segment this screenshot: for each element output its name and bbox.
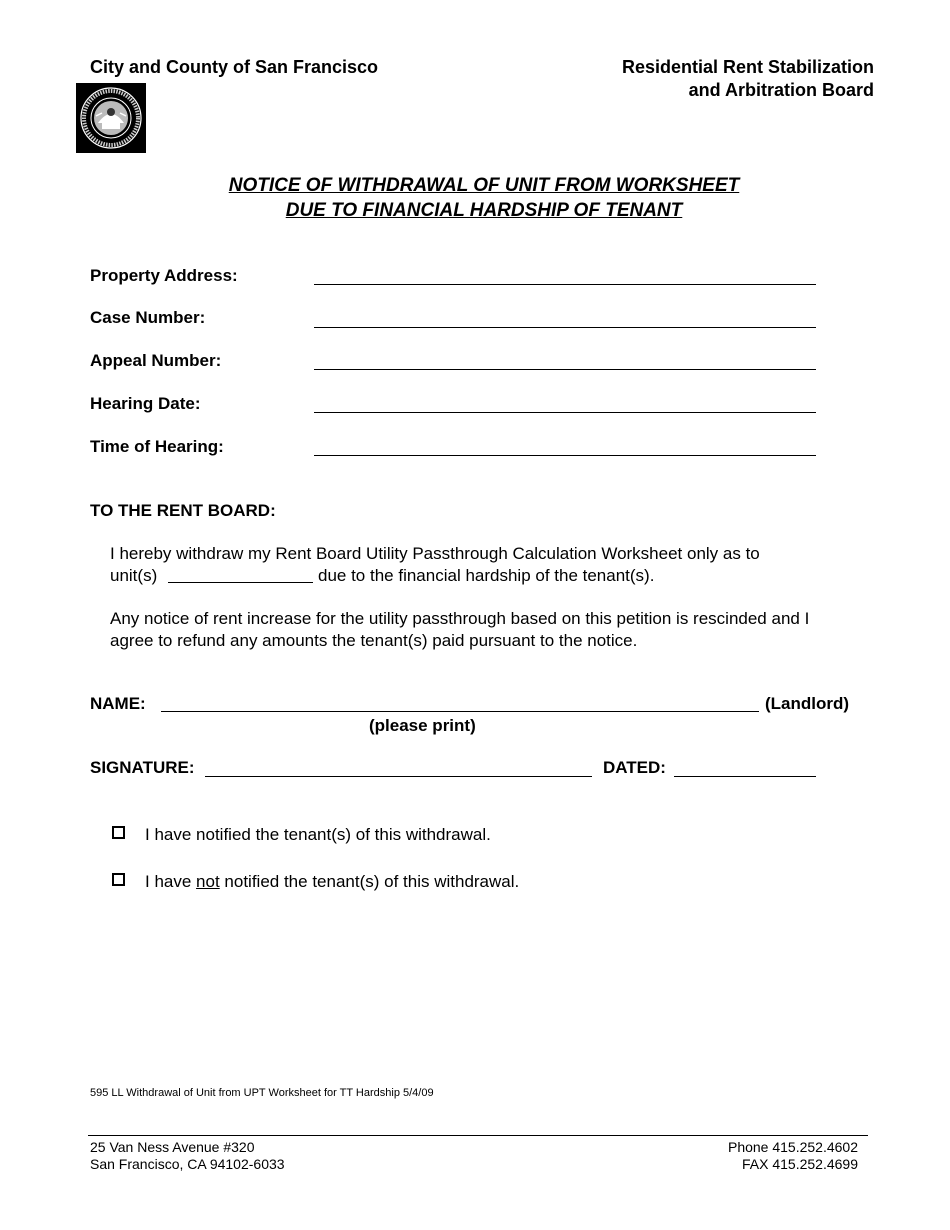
time-of-hearing-label: Time of Hearing: bbox=[90, 437, 224, 456]
time-of-hearing-field[interactable] bbox=[314, 455, 816, 456]
footer-address-line1: 25 Van Ness Avenue #320 bbox=[90, 1139, 255, 1155]
withdraw-statement-line1: I hereby withdraw my Rent Board Utility Passthrough Calculation Worksheet only as to bbox=[110, 544, 760, 563]
unit-suffix: due to the financial hardship of the tenant(s). bbox=[318, 566, 655, 585]
appeal-number-label: Appeal Number: bbox=[90, 351, 222, 370]
hearing-date-field[interactable] bbox=[314, 412, 816, 413]
signature-label: SIGNATURE: bbox=[90, 758, 195, 777]
notified-checkbox[interactable] bbox=[112, 826, 125, 839]
please-print-note: (please print) bbox=[369, 716, 476, 735]
document-title bbox=[0, 173, 950, 223]
title-line1: NOTICE OF WITHDRAWAL OF UNIT FROM WORKSHEET bbox=[228, 175, 740, 196]
not-notified-checkbox[interactable] bbox=[112, 873, 125, 886]
to-rent-board-heading: TO THE RENT BOARD: bbox=[90, 501, 276, 520]
name-label: NAME: bbox=[90, 694, 146, 713]
property-address-field[interactable] bbox=[314, 284, 816, 285]
not-notified-prefix: I have bbox=[145, 872, 192, 891]
agency-name: City and County of San Francisco bbox=[90, 57, 379, 77]
title-line2: DUE TO FINANCIAL HARDSHIP OF TENANT bbox=[285, 200, 683, 221]
unit-field[interactable] bbox=[168, 582, 313, 583]
not-notified-suffix: notified the tenant(s) of this withdrawal. bbox=[224, 872, 520, 891]
case-number-label: Case Number: bbox=[90, 308, 206, 327]
footer-divider bbox=[88, 1135, 868, 1136]
rescind-statement-line1: Any notice of rent increase for the utility passthrough based on this petition is rescinded and I bbox=[110, 609, 810, 628]
notified-label: I have notified the tenant(s) of this withdrawal. bbox=[145, 825, 491, 844]
landlord-label: (Landlord) bbox=[765, 694, 850, 713]
footer-address-line2: San Francisco, CA 94102-6033 bbox=[90, 1156, 285, 1172]
footer-fax: FAX 415.252.4699 bbox=[742, 1156, 858, 1172]
unit-prefix: unit(s) bbox=[110, 566, 158, 585]
property-address-label: Property Address: bbox=[90, 266, 238, 285]
rescind-statement-line2: agree to refund any amounts the tenant(s) paid pursuant to the notice. bbox=[110, 631, 638, 650]
dated-field[interactable] bbox=[674, 776, 816, 777]
form-identifier: 595 LL Withdrawal of Unit from UPT Worksheet for TT Hardship 5/4/09 bbox=[90, 1087, 434, 1099]
footer-address bbox=[90, 1139, 285, 1173]
not-notified-label bbox=[145, 871, 519, 893]
footer-phone: Phone 415.252.4602 bbox=[727, 1139, 858, 1155]
board-name-line2: and Arbitration Board bbox=[688, 80, 874, 100]
signature-field[interactable] bbox=[205, 776, 592, 777]
hearing-date-label: Hearing Date: bbox=[90, 394, 201, 413]
footer-contact bbox=[620, 1139, 858, 1173]
appeal-number-field[interactable] bbox=[314, 369, 816, 370]
not-emphasis: not bbox=[196, 872, 220, 891]
city-seal-logo bbox=[76, 83, 146, 153]
board-name bbox=[560, 56, 874, 102]
dated-label: DATED: bbox=[603, 758, 666, 777]
case-number-field[interactable] bbox=[314, 327, 816, 328]
board-name-line1: Residential Rent Stabilization bbox=[621, 57, 874, 77]
name-field[interactable] bbox=[161, 711, 759, 712]
